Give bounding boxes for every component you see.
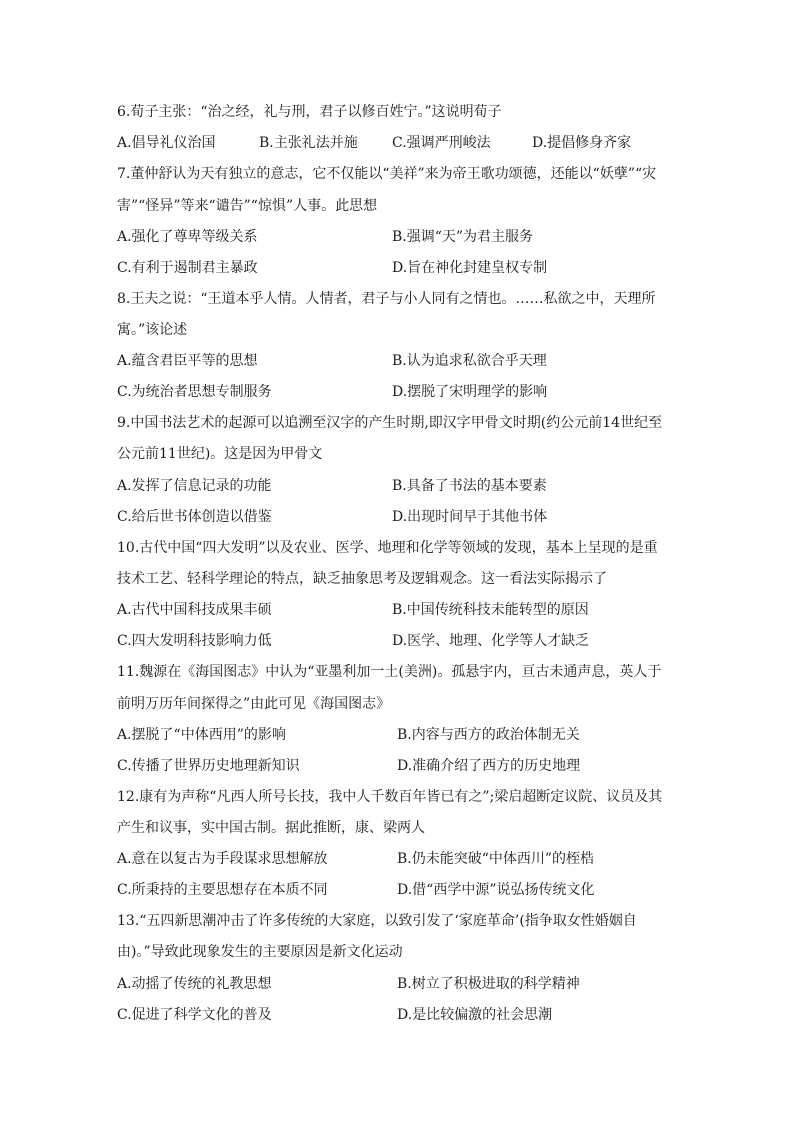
question-9-stem-line-2: 公元前11世纪)。这是因为甲骨文	[117, 446, 323, 462]
question-13-option-d: D.是比较偏激的社会思潮	[397, 1007, 553, 1023]
question-8-option-a: A.蕴含君臣平等的思想	[117, 353, 258, 369]
question-9-option-d: D.出现时间早于其他书体	[392, 509, 548, 525]
question-11-option-d: D.准确介绍了西方的历史地理	[397, 758, 581, 774]
question-11-option-a: A.摆脱了“中体西用”的影响	[117, 727, 286, 743]
question-10-stem-line-1: 10.古代中国“四大发明”以及农业、医学、地理和化学等领域的发现，基本上呈现的是重	[117, 540, 658, 556]
question-13-stem-line-1: 13.“五四新思潮冲击了许多传统的大家庭，以致引发了‘家庭革命’(指争取女性婚姻自	[117, 913, 637, 929]
question-10-option-c: C.四大发明科技影响力低	[117, 633, 272, 649]
question-7-option-c: C.有利于遏制君主暴政	[117, 260, 258, 276]
question-8-stem-line-1: 8.王夫之说：“王道本乎人情。人情者，君子与小人同有之情也。……私欲之中，天理所	[117, 291, 656, 307]
question-6-option-a: A.倡导礼仪治国	[117, 135, 216, 151]
question-7-option-d: D.旨在神化封建皇权专制	[392, 260, 548, 276]
question-13-stem-line-2: 由)。”导致此现象发生的主要原因是新文化运动	[117, 944, 403, 960]
question-9-option-c: C.给后世书体创造以借鉴	[117, 509, 272, 525]
question-6-option-d: D.提倡修身齐家	[532, 135, 632, 151]
question-12-option-c: C.所秉持的主要思想存在本质不同	[117, 882, 328, 898]
question-10-stem-line-2: 技术工艺、轻科学理论的特点，缺乏抽象思考及逻辑观念。这一看法实际揭示了	[117, 571, 607, 587]
question-8-option-b: B.认为追求私欲合乎天理	[392, 353, 547, 369]
question-10-option-a: A.古代中国科技成果丰硕	[117, 602, 272, 618]
question-11-option-b: B.内容与西方的政治体制无关	[397, 727, 580, 743]
question-11-option-c: C.传播了世界历史地理新知识	[117, 758, 300, 774]
question-12-option-a: A.意在以复古为手段谋求思想解放	[117, 851, 328, 867]
question-6-stem: 6.荀子主张：“治之经，礼与刑，君子以修百姓宁。”这说明荀子	[117, 104, 502, 120]
question-10-option-b: B.中国传统科技未能转型的原因	[392, 602, 589, 618]
question-11-stem-line-2: 前明万历年间探得之”由此可见《海国图志》	[117, 696, 391, 712]
question-7-option-a: A.强化了尊卑等级关系	[117, 229, 258, 245]
question-11-stem-line-1: 11.魏源在《海国图志》中认为“亚墨利加一土(美洲)。孤悬宇内，亘古未通声息，英人于	[117, 664, 662, 680]
question-8-option-d: D.摆脱了宋明理学的影响	[392, 384, 548, 400]
question-12-option-b: B.仍未能突破“中体西川”的桎梏	[397, 851, 595, 867]
question-13-option-b: B.树立了积极进取的科学精神	[397, 976, 580, 992]
question-6-option-b: B.主张礼法并施	[259, 135, 358, 151]
question-8-option-c: C.为统治者思想专制服务	[117, 384, 272, 400]
question-10-option-d: D.医学、地理、化学等人才缺乏	[392, 633, 590, 649]
question-8-stem-line-2: 寓。”该论述	[117, 322, 188, 338]
question-13-option-c: C.促进了科学文化的普及	[117, 1007, 272, 1023]
question-12-option-d: D.借“西学中源”说弘扬传统文化	[397, 882, 595, 898]
question-7-option-b: B.强调“天”为君主服务	[392, 229, 534, 245]
question-7-stem-line-2: 害”“怪异”等来“谴告”“惊惧”人事。此思想	[117, 198, 378, 214]
question-9-option-a: A.发挥了信息记录的功能	[117, 478, 272, 494]
question-12-stem-line-1: 12.康有为声称“凡西人所号长技，我中人千数百年皆已有之”;梁启超断定议院、议员及其	[117, 789, 663, 805]
question-7-stem-line-1: 7.董仲舒认为天有独立的意志，它不仅能以“美祥”来为帝王歌功颂德，还能以“妖孽”“灾	[117, 166, 657, 182]
question-12-stem-line-2: 产生和议事，实中国古制。据此推断，康、梁两人	[117, 820, 425, 836]
question-13-option-a: A.动摇了传统的礼教思想	[117, 976, 272, 992]
question-9-stem-line-1: 9.中国书法艺术的起源可以追溯至汉字的产生时期,即汉字甲骨文时期(约公元前14世纪至	[117, 415, 663, 431]
question-6-option-c: C.强调严刑峻法	[392, 135, 491, 151]
question-9-option-b: B.具备了书法的基本要素	[392, 478, 547, 494]
